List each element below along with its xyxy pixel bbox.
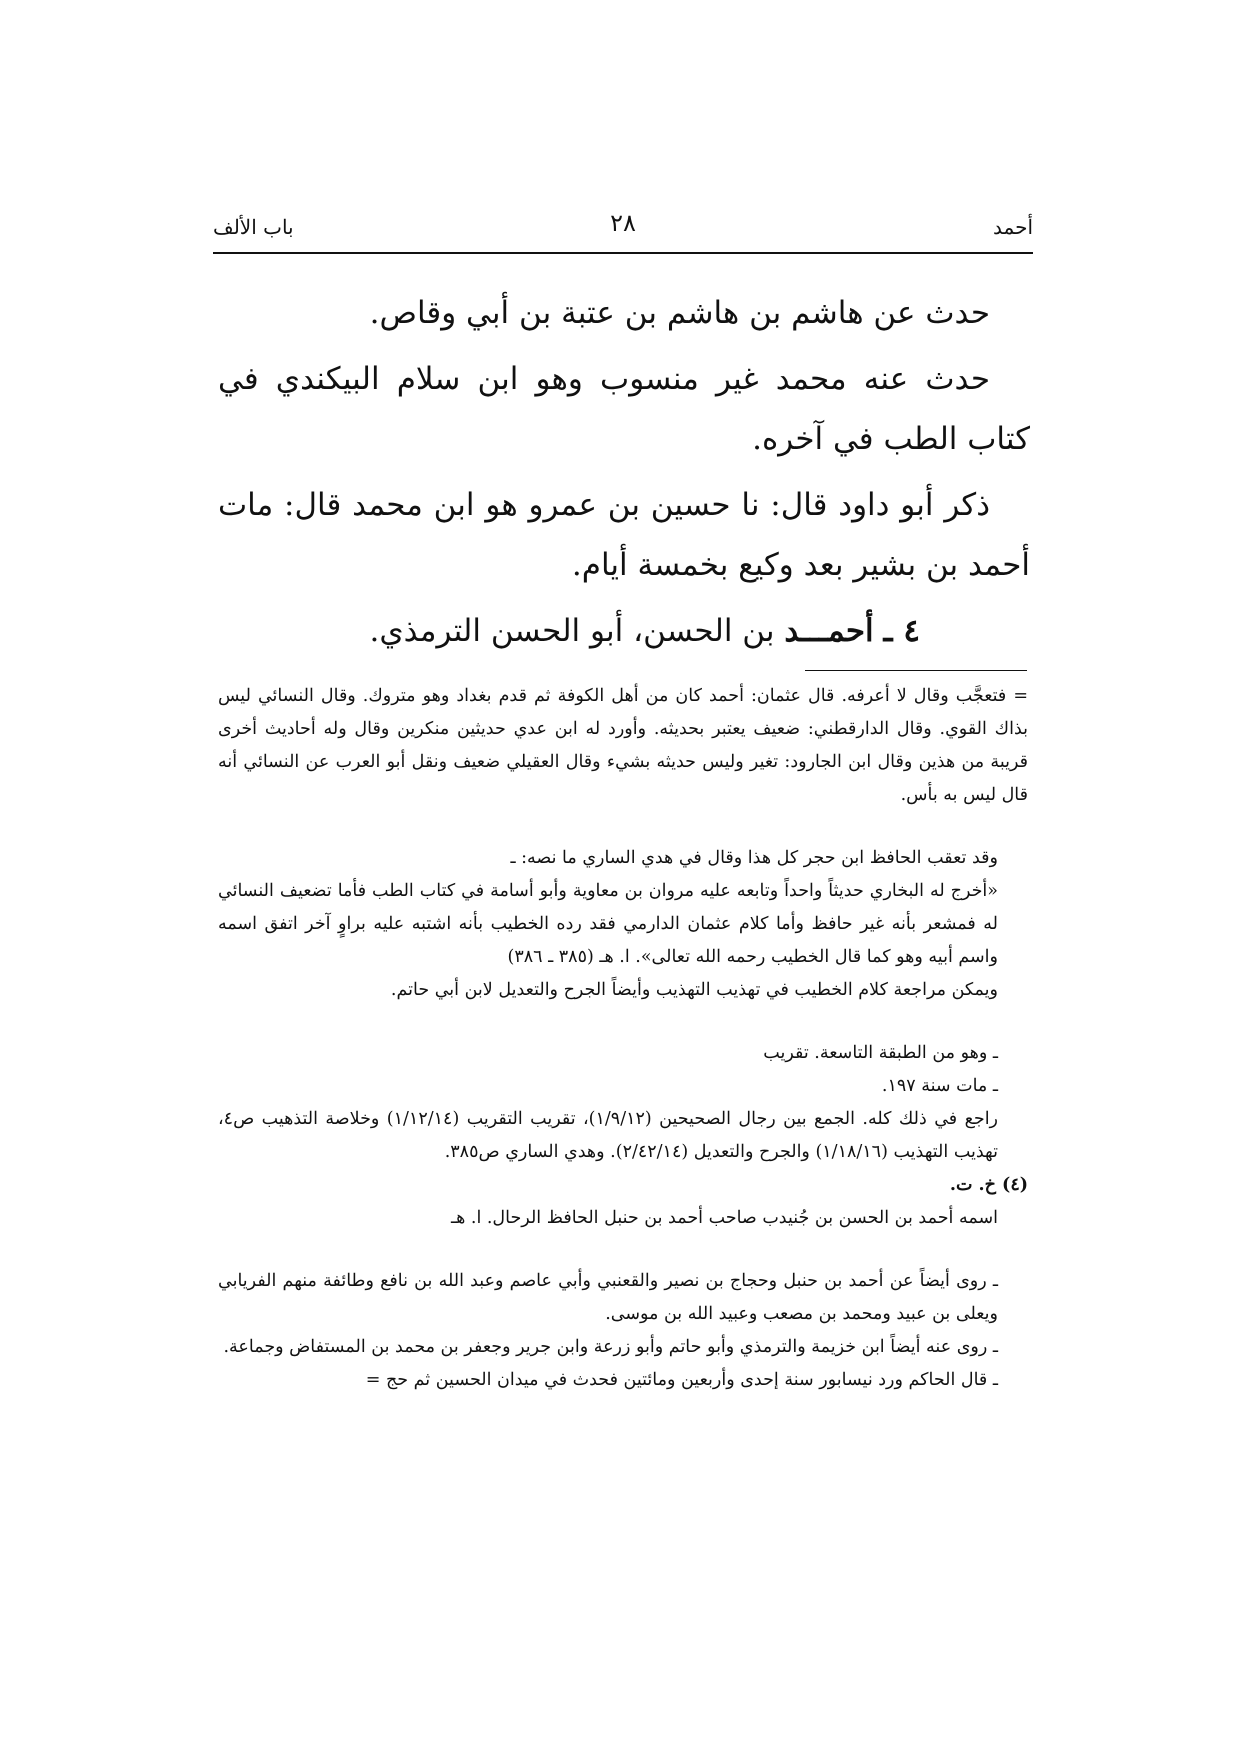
footnote-block-5: [218, 1265, 1028, 1397]
footnote-2-intro: وقد تعقب الحافظ ابن حجر كل هذا وقال في هدي الساري ما نصه: ـ: [510, 848, 998, 868]
footnote-rule: [805, 670, 1027, 671]
main-paragraph-3: ذكر أبو داود قال: نا حسين بن عمرو هو ابن محمد قال: مات أحمد بن بشير بعد وكيع بخمسة أيام.: [218, 487, 1030, 583]
entry-name: أحمـــد: [784, 613, 874, 649]
entry-heading: [218, 601, 1030, 661]
footnote-block-4: [218, 1169, 1028, 1235]
footnote-block-2: [218, 842, 1028, 1007]
footnote-4-a: اسمه أحمد بن الحسن بن جُنيدب صاحب أحمد بن حنبل الحافظ الرحال. ا. هـ: [450, 1208, 998, 1228]
footnote-4-b: ـ روى أيضاً عن أحمد بن حنبل وحجاج بن نصير والقعنبي وأبي عاصم وعبد الله بن نافع وطائفة منهم الفريابي ويعلى بن عبيد ومحمد بن مصعب وعبيد الله بن موسى.: [218, 1271, 998, 1324]
footnote-3-c: راجع في ذلك كله. الجمع بين رجال الصحيحين (١/٩/١٢)، تقريب التقريب (١/١٢/١٤) وخلاصة التذهيب ص٤، تهذيب التهذيب (١/١٨/١٦) والجرح والتعديل (٢/٤٢/١٤). وهدي الساري ص٣٨٥.: [218, 1109, 999, 1162]
footnote-continuation: [218, 680, 1028, 812]
entry-rest: بن الحسن، أبو الحسن الترمذي.: [369, 613, 785, 649]
footnote-4-d: ـ قال الحاكم ورد نيسابور سنة إحدى وأربعين ومائتين فحدث في ميدان الحسين ثم حج =: [365, 1370, 998, 1390]
page-number: ٢٨: [610, 209, 636, 237]
main-paragraph-2: حدث عنه محمد غير منسوب وهو ابن سلام البيكندي في كتاب الطب في آخره.: [218, 361, 1030, 457]
main-text: [218, 283, 1030, 661]
footnote-1: = فتعجَّب وقال لا أعرفه. قال عثمان: أحمد كان من أهل الكوفة ثم قدم بغداد وهو متروك. وقال النسائي ليس بذاك القوي. وقال الدارقطني: ضعيف يعتبر بحديثه. وأورد له ابن عدي حديثين منكرين وقال وله أحاديث أخرى قريبة من هذين وقال ابن الجارود: تغير وليس حديثه بشيء وقال العقيلي ضعيف ونقل أبو العرب عن النسائي أنه قال ليس به بأس.: [218, 686, 1028, 805]
footnotes: [218, 680, 1028, 1397]
footnote-3-b: ـ مات سنة ١٩٧.: [881, 1076, 998, 1096]
main-line-1: حدث عن هاشم بن هاشم بن عتبة بن أبي وقاص.: [369, 295, 990, 331]
running-head-name: أحمد: [993, 215, 1033, 239]
footnote-2-quote: «أخرج له البخاري حديثاً واحداً وتابعه عليه مروان بن معاوية وأبو أسامة في كتاب الطب فأما تضعيف النسائي له فمشعر بأنه غير حافظ وأما كلام عثمان الدارمي فقد رده الخطيب بأنه اشتبه عليه براوٍ آخر اتفق اسمه واسم أبيه وهو كما قال الخطيب رحمه الله تعالى». ا. هـ (٣٨٥ ـ ٣٨٦): [218, 881, 998, 967]
footnote-4-marker: (٤) خ. ت.: [949, 1175, 1028, 1195]
running-head-chapter: باب الألف: [213, 215, 294, 239]
footnote-4-c: ـ روى عنه أيضاً ابن خزيمة والترمذي وأبو حاتم وأبو زرعة وابن جرير وجعفر بن محمد بن المستفاض وجماعة.: [223, 1337, 998, 1357]
footnote-3-a: ـ وهو من الطبقة التاسعة. تقريب: [763, 1043, 998, 1063]
page-header: [213, 205, 1033, 249]
footnote-block-3: [218, 1037, 1028, 1169]
entry-number: ٤ ـ: [883, 613, 920, 649]
header-rule: [213, 252, 1033, 254]
footnote-2-end: ويمكن مراجعة كلام الخطيب في تهذيب التهذيب وأيضاً الجرح والتعديل لابن أبي حاتم.: [390, 980, 998, 1000]
